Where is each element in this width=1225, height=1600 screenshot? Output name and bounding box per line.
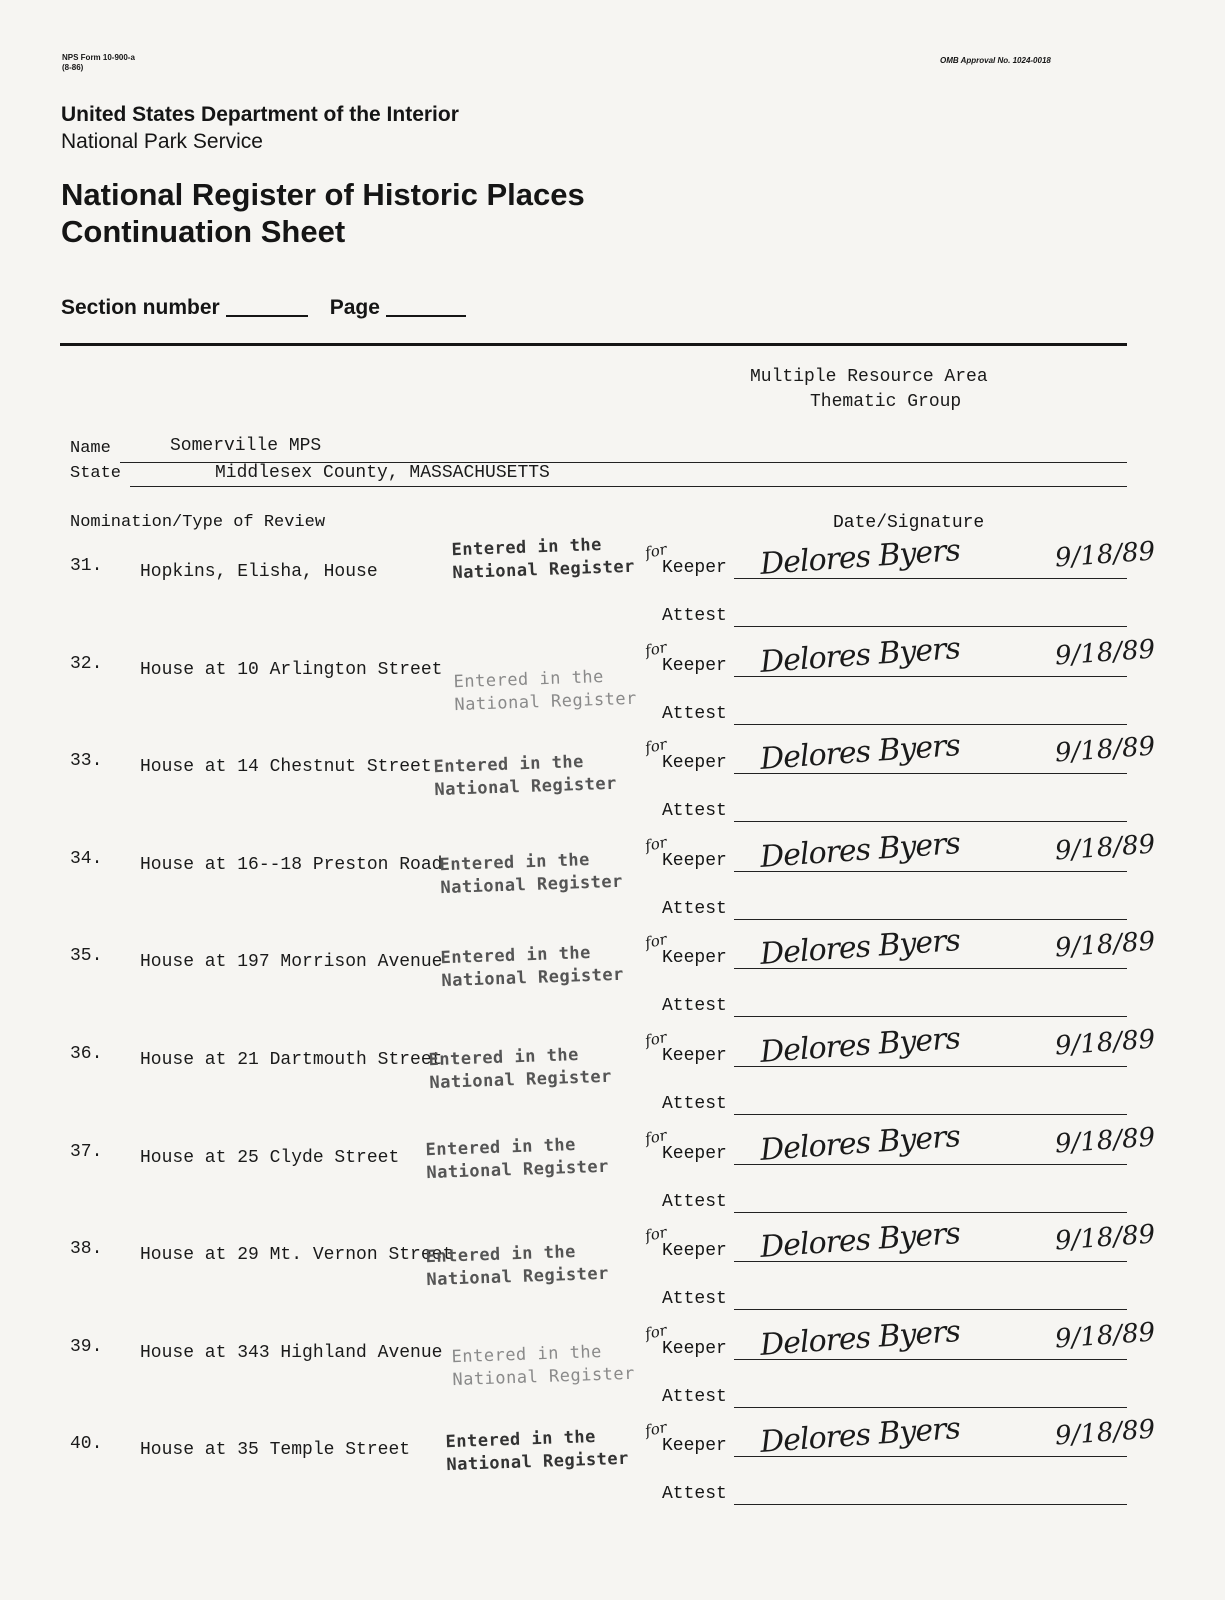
- keeper-label: Keeper: [662, 656, 727, 676]
- stamp-line1: Entered in the: [451, 1341, 603, 1368]
- entry-property-name: House at 10 Arlington Street: [140, 660, 443, 680]
- stamp-line1: Entered in the: [445, 1426, 597, 1453]
- attest-label: Attest: [662, 606, 727, 626]
- agency-name: National Park Service: [61, 130, 263, 153]
- name-label: Name: [70, 439, 111, 458]
- entry-number: 35.: [70, 946, 103, 966]
- entered-register-stamp: [425, 1240, 609, 1292]
- form-revision-text: (8-86): [62, 63, 84, 72]
- entered-register-stamp: [428, 1043, 612, 1095]
- form-title-line1: National Register of Historic Places: [61, 177, 585, 212]
- keeper-signature: Delores Byers: [759, 1216, 961, 1265]
- stamp-line1: Entered in the: [439, 849, 591, 876]
- keeper-label: Keeper: [662, 558, 727, 578]
- stamp-line2: National Register: [441, 964, 625, 992]
- attest-label: Attest: [662, 1094, 727, 1114]
- stamp-line1: Entered in the: [440, 942, 592, 969]
- stamp-line2: National Register: [440, 871, 624, 899]
- for-mark: for: [643, 637, 669, 661]
- attest-label: Attest: [662, 801, 727, 821]
- signature-date: 9/18/89: [1054, 634, 1157, 672]
- entry-property-name: House at 35 Temple Street: [140, 1440, 411, 1460]
- stamp-line1: Entered in the: [425, 1241, 577, 1268]
- for-mark: for: [643, 929, 669, 953]
- attest-label: Attest: [662, 1484, 727, 1504]
- signature-date: 9/18/89: [1054, 829, 1157, 867]
- stamp-line2: National Register: [452, 556, 636, 584]
- signature-date: 9/18/89: [1054, 536, 1157, 574]
- thematic-group-label: Thematic Group: [810, 392, 962, 412]
- omb-approval: OMB Approval No. 1024-0018: [940, 56, 1051, 65]
- attest-signature-line[interactable]: [734, 626, 1127, 627]
- keeper-signature: Delores Byers: [759, 631, 961, 680]
- for-mark: for: [643, 1222, 669, 1246]
- attest-signature-line[interactable]: [734, 1504, 1127, 1505]
- entered-register-stamp: [440, 941, 624, 993]
- attest-label: Attest: [662, 1192, 727, 1212]
- entry-property-name: House at 29 Mt. Vernon Street: [140, 1245, 454, 1265]
- signature-date: 9/18/89: [1054, 1122, 1157, 1160]
- page-label: Page: [329, 296, 380, 319]
- state-underline: [130, 486, 1127, 487]
- attest-signature-line[interactable]: [734, 919, 1127, 920]
- attest-signature-line[interactable]: [734, 1407, 1127, 1408]
- keeper-label: Keeper: [662, 1339, 727, 1359]
- signature-date: 9/18/89: [1054, 1024, 1157, 1062]
- entered-register-stamp: [433, 750, 617, 802]
- entry-property-name: House at 14 Chestnut Street: [140, 757, 432, 777]
- keeper-signature: Delores Byers: [759, 1119, 961, 1168]
- state-label: State: [70, 464, 122, 483]
- entered-register-stamp: [453, 665, 637, 717]
- stamp-line2: National Register: [452, 1363, 636, 1391]
- keeper-label: Keeper: [662, 851, 727, 871]
- entry-property-name: House at 16--18 Preston Road: [140, 855, 443, 875]
- form-title-line2: Continuation Sheet: [61, 214, 346, 249]
- stamp-line2: National Register: [426, 1263, 610, 1291]
- stamp-line2: National Register: [454, 688, 638, 716]
- entered-register-stamp: [451, 533, 635, 585]
- attest-label: Attest: [662, 704, 727, 724]
- keeper-label: Keeper: [662, 1046, 727, 1066]
- attest-label: Attest: [662, 899, 727, 919]
- entry-property-name: House at 25 Clyde Street: [140, 1148, 400, 1168]
- entered-register-stamp: [425, 1133, 609, 1185]
- attest-signature-line[interactable]: [734, 1114, 1127, 1115]
- stamp-line2: National Register: [426, 1156, 610, 1184]
- entered-register-stamp: [451, 1340, 635, 1392]
- attest-signature-line[interactable]: [734, 1309, 1127, 1310]
- signature-date: 9/18/89: [1054, 731, 1157, 769]
- stamp-line2: National Register: [429, 1066, 613, 1094]
- keeper-label: Keeper: [662, 948, 727, 968]
- form-title: [61, 176, 585, 250]
- keeper-signature: Delores Byers: [759, 826, 961, 875]
- attest-label: Attest: [662, 996, 727, 1016]
- keeper-signature: Delores Byers: [759, 728, 961, 777]
- attest-signature-line[interactable]: [734, 821, 1127, 822]
- stamp-line1: Entered in the: [453, 666, 605, 693]
- keeper-label: Keeper: [662, 1144, 727, 1164]
- keeper-signature: Delores Byers: [759, 923, 961, 972]
- stamp-line1: Entered in the: [428, 1044, 580, 1071]
- name-value: Somerville MPS: [170, 436, 322, 456]
- keeper-label: Keeper: [662, 1241, 727, 1261]
- attest-label: Attest: [662, 1289, 727, 1309]
- entry-number: 39.: [70, 1337, 103, 1357]
- for-mark: for: [643, 1320, 669, 1344]
- keeper-signature: Delores Byers: [759, 1021, 961, 1070]
- entry-number: 40.: [70, 1434, 103, 1454]
- nomination-type-label: Nomination/Type of Review: [70, 513, 326, 532]
- signature-date: 9/18/89: [1054, 1414, 1157, 1452]
- stamp-line1: Entered in the: [433, 751, 585, 778]
- signature-date: 9/18/89: [1054, 1219, 1157, 1257]
- entry-property-name: House at 197 Morrison Avenue: [140, 952, 443, 972]
- attest-label: Attest: [662, 1387, 727, 1407]
- entry-number: 32.: [70, 654, 103, 674]
- keeper-label: Keeper: [662, 753, 727, 773]
- entry-number: 31.: [70, 556, 103, 576]
- section-page-row: [61, 296, 488, 320]
- stamp-line1: Entered in the: [451, 534, 603, 561]
- for-mark: for: [643, 832, 669, 856]
- attest-signature-line[interactable]: [734, 724, 1127, 725]
- attest-signature-line[interactable]: [734, 1016, 1127, 1017]
- keeper-signature: Delores Byers: [759, 1411, 961, 1460]
- for-mark: for: [643, 734, 669, 758]
- keeper-signature: Delores Byers: [759, 533, 961, 582]
- entry-number: 36.: [70, 1044, 103, 1064]
- keeper-label: Keeper: [662, 1436, 727, 1456]
- entry-number: 38.: [70, 1239, 103, 1259]
- form-number-text: NPS Form 10-900-a: [62, 53, 135, 62]
- department-name: United States Department of the Interior: [61, 103, 459, 126]
- page-number-field[interactable]: [386, 315, 466, 317]
- entered-register-stamp: [445, 1425, 629, 1477]
- stamp-line1: Entered in the: [425, 1134, 577, 1161]
- multiple-resource-area-label: Multiple Resource Area: [750, 367, 988, 387]
- entry-property-name: Hopkins, Elisha, House: [140, 562, 378, 582]
- entry-number: 33.: [70, 751, 103, 771]
- stamp-line2: National Register: [434, 773, 618, 801]
- entry-property-name: House at 343 Highland Avenue: [140, 1343, 443, 1363]
- section-number-field[interactable]: [226, 315, 308, 317]
- keeper-signature: Delores Byers: [759, 1314, 961, 1363]
- signature-date: 9/18/89: [1054, 926, 1157, 964]
- entry-number: 34.: [70, 849, 103, 869]
- for-mark: for: [643, 1027, 669, 1051]
- state-value: Middlesex County, MASSACHUSETTS: [215, 463, 550, 483]
- for-mark: for: [643, 539, 669, 563]
- signature-date: 9/18/89: [1054, 1317, 1157, 1355]
- for-mark: for: [643, 1125, 669, 1149]
- stamp-line2: National Register: [446, 1448, 630, 1476]
- attest-signature-line[interactable]: [734, 1212, 1127, 1213]
- entry-number: 37.: [70, 1142, 103, 1162]
- for-mark: for: [643, 1417, 669, 1441]
- entry-property-name: House at 21 Dartmouth Street: [140, 1050, 443, 1070]
- date-signature-label: Date/Signature: [833, 513, 985, 533]
- header-divider: [60, 343, 1127, 346]
- section-number-label: Section number: [61, 296, 220, 319]
- entered-register-stamp: [439, 848, 623, 900]
- form-number: [62, 53, 135, 73]
